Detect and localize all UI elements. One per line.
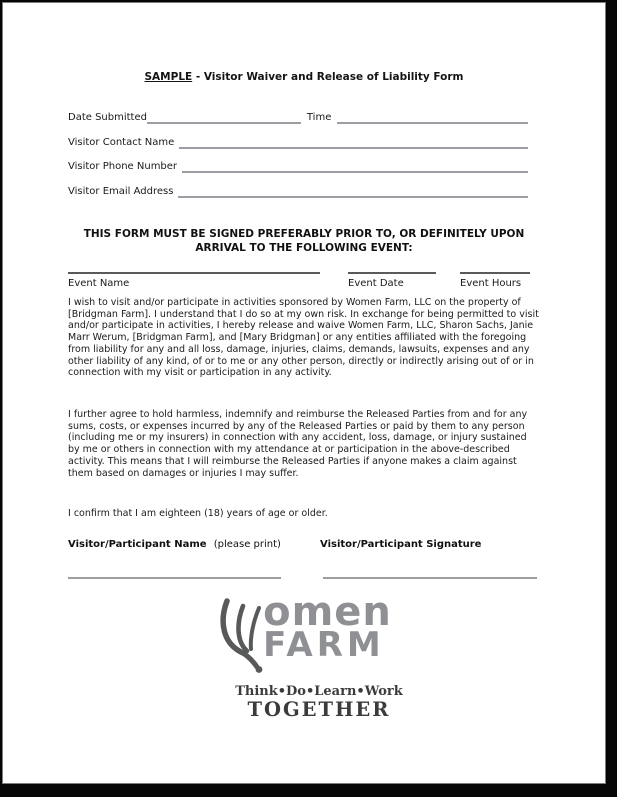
signature-labels-row — [68, 539, 538, 550]
please-print-note: (please print) — [213, 539, 281, 550]
logo-together: TOGETHER — [247, 698, 391, 721]
event-hours-label: Event Hours — [460, 278, 522, 289]
field-row-phone — [68, 158, 528, 173]
signing-notice-line2: ARRIVAL TO THE FOLLOWING EVENT: — [195, 242, 413, 254]
event-name-label: Event Name — [68, 278, 130, 289]
event-hours-line — [460, 261, 530, 274]
time-line — [337, 118, 528, 124]
logo-word-farm: FARM — [263, 625, 385, 665]
field-row-contact-name — [68, 134, 528, 149]
event-labels-row — [68, 278, 530, 289]
event-label-gap — [436, 278, 460, 289]
event-date-line — [348, 261, 436, 274]
women-farm-logo — [3, 589, 605, 721]
signature-lines-row — [68, 565, 538, 579]
participant-name-label: Visitor/Participant Name — [68, 539, 207, 550]
email-label: Visitor Email Address — [68, 186, 174, 197]
participant-name-line — [68, 565, 281, 579]
phone-label: Visitor Phone Number — [68, 161, 178, 172]
event-date-label: Event Date — [348, 278, 404, 289]
email-line — [178, 192, 528, 198]
date-submitted-label: Date Submitted — [68, 112, 147, 123]
form-title — [3, 71, 605, 83]
event-line-gap — [436, 261, 460, 274]
event-line-gap — [320, 261, 348, 274]
release-paragraph: I wish to visit and/or participate in activities sponsored by Women Farm, LLC on the property of [Bridgman Farm]. I understand that I do so at my own risk. In exchange for being permitted to visit and/or participate in activities, I hereby release and waive Women Farm, LLC, Sharon Sachs, Janie Marr Werum, [Bridgman Farm], and [Mary Bridgman] or any entities affiliated with the foregoing from liability for any and all loss, damage, injuries, claims, demands, lawsuits, expenses and any other liability of any kind, of or to me or any other person, directly or indirectly arising out of or in connection with my visit or participation in any activity. — [68, 297, 539, 379]
signature-line-gap — [281, 565, 323, 579]
phone-line — [182, 167, 528, 173]
participant-signature-label: Visitor/Participant Signature — [320, 539, 482, 550]
event-label-gap — [320, 278, 348, 289]
signing-notice — [3, 227, 605, 255]
participant-signature-line — [323, 565, 537, 579]
contact-name-line — [179, 143, 528, 149]
form-title-rest: - Visitor Waiver and Release of Liability Form — [195, 71, 464, 83]
form-title-sample: SAMPLE — [144, 71, 193, 83]
pitchfork-w-icon — [216, 598, 270, 676]
event-name-line — [68, 261, 320, 274]
waiver-form-page — [2, 2, 606, 784]
time-label: Time — [306, 112, 332, 123]
logo-tagline: Think•Do•Learn•Work — [235, 684, 403, 699]
contact-name-label: Visitor Contact Name — [68, 137, 175, 148]
logo-lockup — [216, 589, 392, 676]
field-row-date-time — [68, 109, 528, 124]
date-submitted-line — [147, 118, 301, 124]
logo-wordmark — [263, 589, 392, 665]
field-row-email — [68, 183, 528, 198]
signing-notice-line1: THIS FORM MUST BE SIGNED PREFERABLY PRIOR TO, OR DEFINITELY UPON — [83, 228, 525, 240]
age-confirmation: I confirm that I am eighteen (18) years of age or older. — [68, 508, 328, 519]
logo-word-omen: omen — [263, 589, 392, 635]
event-fill-lines — [68, 261, 530, 274]
indemnify-paragraph: I further agree to hold harmless, indemnify and reimburse the Released Parties from and for any sums, costs, or expenses incurred by any of the Released Parties or paid by them to any person (including me or my insurers) in connection with any accident, loss, damage, or injury sustained by me or others in connection with my attendance at or participation in the above-described activity. This means that I will reimburse the Released Parties if anyone makes a claim against them based on damages or injuries I may suffer. — [68, 409, 528, 479]
participant-name-label-group — [68, 539, 320, 550]
